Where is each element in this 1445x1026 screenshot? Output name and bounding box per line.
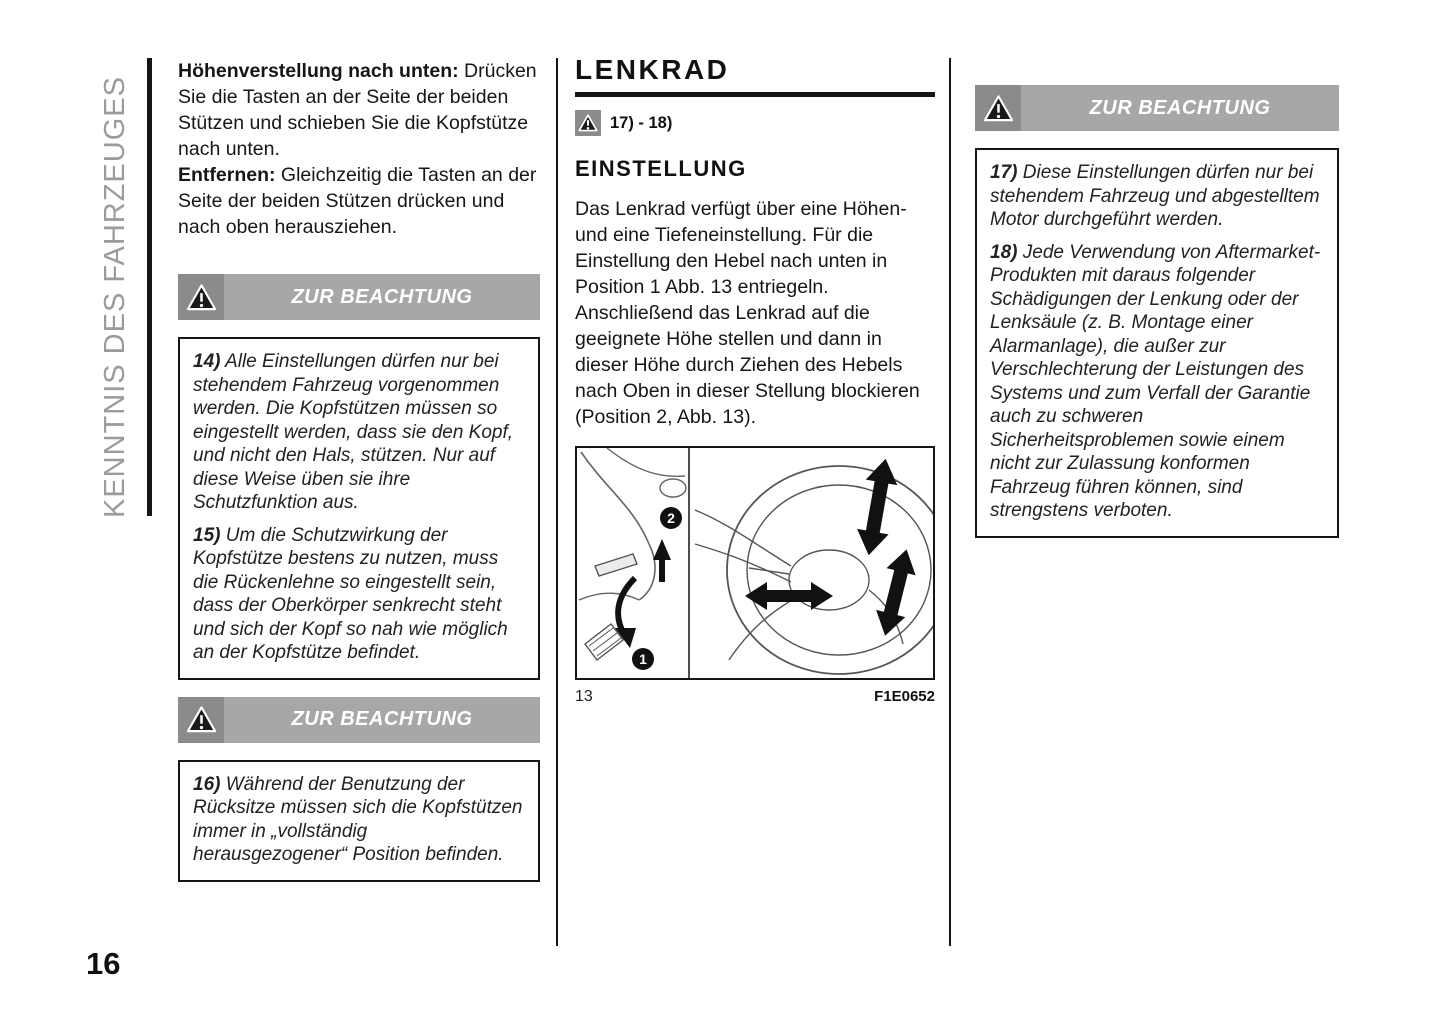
column-warnings xyxy=(975,85,1339,538)
column-divider-2 xyxy=(949,58,951,946)
warning-item xyxy=(193,350,525,515)
sidebar-rule xyxy=(147,58,152,516)
warning-item xyxy=(193,524,525,665)
warning-item-number: 15) xyxy=(193,524,221,546)
warning-item-text: Während der Benutzung der Rücksitze müssen sich die Kopfstützen immer in „vollständig herausgezogener“ Position befinden. xyxy=(193,773,523,865)
warning-box-3 xyxy=(975,148,1339,538)
warning-header-3 xyxy=(975,85,1339,131)
steering-wheel-illustration xyxy=(577,448,933,678)
warning-triangle-icon xyxy=(178,697,224,743)
warning-item-number: 14) xyxy=(193,351,221,372)
column-divider-1 xyxy=(556,58,558,946)
paragraph-title: Höhenverstellung nach unten: xyxy=(178,60,459,82)
figure-caption xyxy=(575,688,935,706)
figure-callout-1: 1 xyxy=(639,651,647,667)
lenkrad-body-text: Das Lenkrad verfügt über eine Höhen- und eine Tiefeneinstellung. Für die Einstellung den Hebel nach unten in Position 1 Abb. 13 entriegeln. Anschließend das Lenkrad auf die geeignete Höhe stellen und dann in dieser Höhe durch Ziehen des Hebels nach Oben in dieser Stellung blockieren (Position 2, Abb. 13). xyxy=(575,198,920,428)
page-number: 16 xyxy=(86,946,121,981)
warning-triangle-icon xyxy=(975,85,1021,131)
subsection-title: EINSTELLUNG xyxy=(575,156,747,181)
warning-item xyxy=(990,241,1324,523)
warning-item-number: 16) xyxy=(193,773,221,795)
figure-number: 13 xyxy=(575,688,593,705)
warning-triangle-icon xyxy=(178,274,224,320)
warning-item xyxy=(990,161,1324,232)
warning-header-label: ZUR BEACHTUNG xyxy=(1089,96,1271,119)
chapter-sidebar-label: KENNTNIS DES FAHRZEUGES xyxy=(99,76,131,518)
warning-item-number: 17) xyxy=(990,162,1018,183)
column-headrest xyxy=(178,58,540,882)
paragraph-title: Entfernen: xyxy=(178,164,276,186)
warning-item-text: Diese Einstellungen dürfen nur bei stehendem Fahrzeug und abgestelltem Motor durchgeführt werden. xyxy=(990,162,1320,230)
warning-triangle-icon xyxy=(575,110,601,136)
warning-reference-label: 17) - 18) xyxy=(610,113,673,132)
warning-box-1 xyxy=(178,337,540,680)
figure-callout-2: 2 xyxy=(667,510,675,526)
paragraph-body: Gleichzeitig die Tasten an der Seite der beiden Stützen drücken und nach oben herausziehen. xyxy=(178,164,537,238)
warning-box-2 xyxy=(178,760,540,882)
paragraph-height-adjust xyxy=(178,58,540,162)
figure-code: F1E0652 xyxy=(874,688,935,705)
warning-item-text: Jede Verwendung von Aftermarket-Produkten mit daraus folgender Schädigungen der Lenkung oder der Lenksäule (z. B. Montage einer Alarmanlage), die außer zur Verschlechterung der Leistungen des Systems und zum Verfall der Garantie auch zu schweren Sicherheitsproblemen sowie einem nicht zur Zulassung konformen Fahrzeug führen können, sind strengstens verboten. xyxy=(990,241,1321,521)
paragraph-remove xyxy=(178,162,540,240)
section-title: LENKRAD xyxy=(575,54,935,97)
warning-item-text: Um die Schutzwirkung der Kopfstütze bestens zu nutzen, muss die Rückenlehne so eingestellt sein, dass der Oberkörper senkrecht steht und sich der Kopf so nah wie möglich an der Kopfstütze befindet. xyxy=(193,524,508,663)
warning-header-2 xyxy=(178,697,540,743)
warning-header-label: ZUR BEACHTUNG xyxy=(291,708,473,730)
warning-header-label: ZUR BEACHTUNG xyxy=(291,285,473,308)
figure-steering-adjustment xyxy=(575,446,935,680)
warning-item-text: Alle Einstellungen dürfen nur bei stehendem Fahrzeug vorgenommen werden. Die Kopfstützen müssen so eingestellt werden, dass sie den Kopf, und nicht den Hals, stützen. Nur auf diese Weise üben sie ihre Schutzfunktion aus. xyxy=(193,351,514,513)
paragraph-body: Drücken Sie die Tasten an der Seite der beiden Stützen und schieben Sie die Kopfstütze nach unten. xyxy=(178,60,537,160)
column-lenkrad xyxy=(575,54,935,706)
warning-item xyxy=(193,773,525,867)
warning-item-number: 18) xyxy=(990,241,1018,263)
warning-header-1 xyxy=(178,274,540,320)
warning-reference-row xyxy=(575,110,935,136)
